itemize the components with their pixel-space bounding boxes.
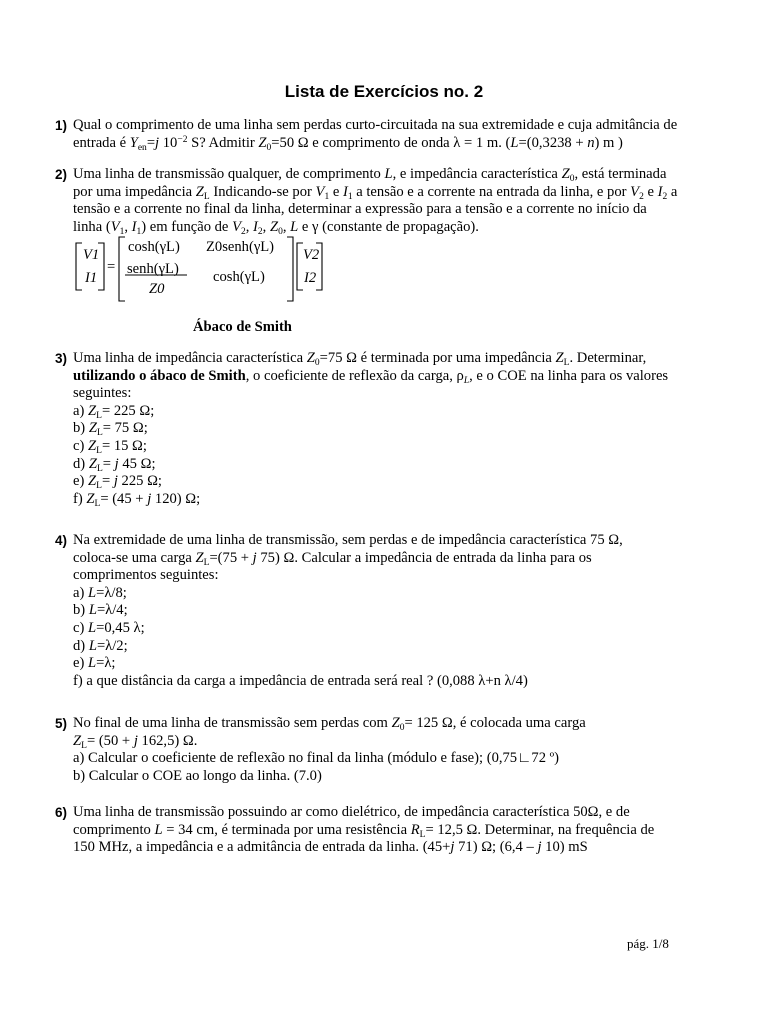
matrix-m12: Z0senh(γL): [206, 239, 275, 255]
exercise-line: d) $Z_L= j$ 45 Ω;: [73, 455, 156, 474]
exercise-line: No final de uma linha de transmissão sem perdas com $Z_0= 125$ Ω, é colocada uma carga: [73, 715, 586, 733]
exercise-line: Uma linha de impedância característica $Z_0=75$ Ω é terminada por uma impedância $Z_L$. Determinar,: [73, 350, 647, 368]
exercise-number: 5): [55, 716, 68, 731]
exercise-line: entrada é $Y_{en}=j$ $10^{-2}$ S? Admitir $Z_0=50$ Ω e comprimento de onda λ = 1 m. (L=(0,3238 + n) m ): [73, 134, 623, 153]
exercise-line: a) Calcular o coeficiente de reflexão no final da linha (módulo e fase); (0,75∟72 º): [73, 750, 560, 767]
exercise-line: a) L=λ/8;: [73, 584, 127, 601]
matrix-rhs-v2: V2: [303, 247, 320, 263]
exercise-5: [55, 715, 720, 785]
exercise-line: $Z_L= (50 + j$ 162,5) Ω.: [73, 732, 198, 751]
exercise-line: a) $Z_L= 225$ Ω;: [73, 402, 155, 421]
exercise-number: 2): [55, 167, 68, 182]
matrix-rhs-i2: I2: [304, 270, 317, 286]
exercise-4: [55, 532, 720, 690]
exercise-line: e) $Z_L= j$ 225 Ω;: [73, 473, 162, 492]
transmission-matrix-equation: [73, 235, 333, 305]
exercise-line: Uma linha de transmissão possuindo ar como dielétrico, de impedância característica 50Ω, e de: [73, 804, 630, 820]
exercise-line: c) $Z_L= 15$ Ω;: [73, 437, 147, 456]
exercise-1: [55, 117, 720, 152]
exercise-number: 4): [55, 533, 68, 548]
exercise-2: [55, 166, 720, 236]
exercise-line: comprimento L = 34 cm, é terminada por uma resistência $R_L= 12,5$ Ω. Determinar, na frequência de: [73, 821, 655, 840]
document-title: Lista de Exercícios no. 2: [284, 82, 484, 101]
exercise-number: 3): [55, 351, 68, 366]
exercise-line: Uma linha de transmissão qualquer, de comprimento L, e impedância característica $Z_0$, está terminada: [73, 166, 667, 184]
section-title: Ábaco de Smith: [193, 319, 292, 335]
exercise-line: linha ($V_1$, $I_1$) em função de $V_2$, $I_2$, $Z_0$, L e γ (constante de propagação).: [73, 218, 479, 237]
exercise-line: comprimentos seguintes:: [73, 567, 219, 584]
exercise-line: b) L=λ/4;: [73, 602, 128, 619]
matrix-lhs-v1: V1: [83, 247, 100, 263]
exercise-number: 6): [55, 805, 68, 820]
exercise-line: Qual o comprimento de uma linha sem perdas curto-circuitada na sua extremidade e cuja admitância de: [73, 117, 678, 133]
matrix-m21-numerator: senh(γL): [127, 261, 179, 277]
exercise-line: f) a que distância da carga a impedância de entrada será real ? (0,088 λ+n λ/4): [73, 672, 528, 689]
exercise-6: [55, 804, 720, 857]
exercise-line: b) $Z_L= 75$ Ω;: [73, 420, 148, 439]
exercise-line: seguintes:: [73, 385, 132, 402]
exercise-number: 1): [55, 118, 68, 133]
exercise-line: tensão e a corrente no final da linha, determinar a expressão para a tensão e a corrente no início da: [73, 201, 647, 218]
matrix-m22: cosh(γL): [213, 269, 265, 285]
exercise-line: 150 MHz, a impedância e a admitância de entrada da linha. (45+j 71) Ω; (6,4 – j 10) mS: [73, 839, 588, 856]
matrix-lhs-i1: I1: [85, 270, 98, 286]
page-number: pág. 1/8: [627, 936, 669, 951]
exercise-3: [55, 350, 720, 508]
exercise-line: e) L=λ;: [73, 655, 116, 672]
exercise-line: c) L=0,45 λ;: [73, 619, 145, 636]
exercise-line: por uma impedância $Z_L$ Indicando-se por $V_1$ e $I_1$ a tensão e a corrente na entrada da linha, e por $V_2$ e $I_2$ a: [73, 183, 678, 202]
exercise-line: f) $Z_L= (45 + j$ 120) Ω;: [73, 490, 201, 509]
exercise-line: utilizando o ábaco de Smith, o coeficiente de reflexão da carga, $\rho_L$, e o COE na linha para os valores: [73, 367, 669, 386]
matrix-m11: cosh(γL): [128, 239, 180, 255]
exercise-line: Na extremidade de uma linha de transmissão, sem perdas e de impedância característica 75 Ω,: [73, 532, 623, 548]
exercise-line: coloca-se uma carga $Z_L=(75 + j$ 75) Ω. Calcular a impedância de entrada da linha para os: [73, 549, 592, 568]
exercise-line: d) L=λ/2;: [73, 637, 128, 654]
matrix-equals: =: [107, 259, 116, 275]
exercise-line: b) Calcular o COE ao longo da linha. (7.0): [73, 767, 322, 784]
matrix-m21-denominator: Z0: [149, 281, 165, 297]
